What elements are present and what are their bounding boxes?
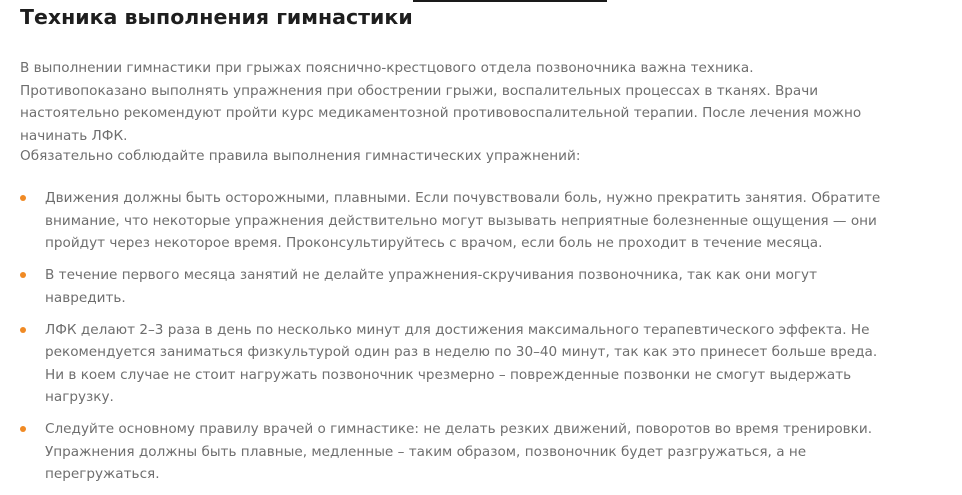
list-item-text: ЛФК делают 2–3 раза в день по несколько минут для достижения максимального терапевтического эффекта. Не рекомендуется заниматься физкультурой один раз в неделю по 30–40 минут, так как это принесет больше вреда. Ни в коем случае не стоит нагружать позвоночник чрезмерно – поврежденные позвонки не смогут выдержать нагрузку. bbox=[45, 321, 878, 405]
list-item bbox=[20, 319, 890, 409]
bullet-dot-icon bbox=[20, 327, 26, 333]
bullet-dot-icon bbox=[20, 272, 26, 278]
section-title: Техника выполнения гимнастики bbox=[20, 5, 413, 29]
list-item-text: Движения должны быть осторожными, плавными. Если почувствовали боль, нужно прекратить занятия. Обратите внимание, что некоторые упражнения действительно могут вызывать неприятные болезненные ощущения — они пройдут через некоторое время. Проконсультируйтесь с врачом, если боль не проходит в течение месяца. bbox=[45, 190, 881, 251]
top-divider-line bbox=[413, 0, 607, 2]
rules-intro-paragraph: Обязательно соблюдайте правила выполнения гимнастических упражнений: bbox=[20, 148, 581, 164]
list-item bbox=[20, 418, 890, 486]
rules-list bbox=[20, 187, 890, 495]
list-item bbox=[20, 264, 890, 309]
intro-paragraph: В выполнении гимнастики при грыжах пояснично-крестцового отдела позвоночника важна техника. Противопоказано выполнять упражнения при обострении грыжи, воспалительных процессах в тканях. Врачи настоятельно рекомендуют пройти курс медикаментозной противовоспалительной терапии. После лечения можно начинать ЛФК. bbox=[20, 60, 862, 144]
bullet-dot-icon bbox=[20, 195, 26, 201]
list-item-text: Следуйте основному правилу врачей о гимнастике: не делать резких движений, поворотов во время тренировки. Упражнения должны быть плавные, медленные – таким образом, позвоночник будет разгружаться, а не перегружаться. bbox=[45, 421, 873, 482]
list-item-text: В течение первого месяца занятий не делайте упражнения-скручивания позвоночника, так как они могут навредить. bbox=[45, 267, 817, 306]
bullet-dot-icon bbox=[20, 426, 26, 432]
list-item bbox=[20, 187, 890, 255]
